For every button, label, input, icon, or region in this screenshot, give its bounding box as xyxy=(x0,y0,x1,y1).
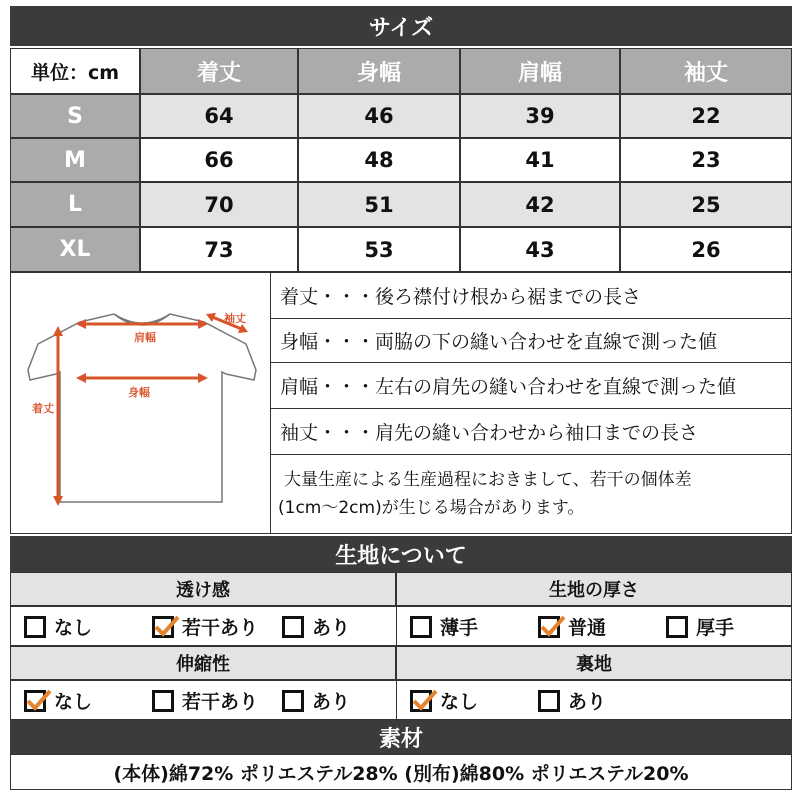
fabric-options-row xyxy=(10,680,792,720)
option-label: なし xyxy=(54,691,93,713)
size-label: XL xyxy=(10,227,140,272)
size-value: 48 xyxy=(298,138,460,182)
size-value: 64 xyxy=(140,94,298,138)
size-value: 43 xyxy=(460,227,620,272)
column-header: 身幅 xyxy=(298,48,460,94)
option-label: あり xyxy=(568,691,607,713)
option-transparency-yes[interactable] xyxy=(282,613,350,640)
size-value: 73 xyxy=(140,227,298,272)
size-value: 46 xyxy=(298,94,460,138)
column-header: 袖丈 xyxy=(620,48,792,94)
option-label: 薄手 xyxy=(440,617,479,639)
size-value: 70 xyxy=(140,182,298,227)
size-value: 26 xyxy=(620,227,792,272)
option-label: 厚手 xyxy=(696,617,735,639)
option-label: あり xyxy=(312,617,351,639)
size-label: M xyxy=(10,138,140,182)
option-transparency-slight[interactable] xyxy=(152,613,258,640)
checkbox-unchecked-icon[interactable] xyxy=(666,616,688,638)
shoulder-label: 肩幅 xyxy=(134,331,156,344)
fabric-group-label: 生地の厚さ xyxy=(396,572,792,606)
width-label: 身幅 xyxy=(128,386,150,399)
fabric-group-label: 透け感 xyxy=(10,572,396,606)
option-label: なし xyxy=(54,617,93,639)
checkbox-unchecked-icon[interactable] xyxy=(24,616,46,638)
size-value: 41 xyxy=(460,138,620,182)
option-stretch-yes[interactable] xyxy=(282,687,350,714)
tshirt-diagram xyxy=(12,274,268,532)
option-stretch-none[interactable] xyxy=(24,687,92,714)
size-value: 51 xyxy=(298,182,460,227)
note-line: 大量生産による生産過程におきまして、若干の個体差 xyxy=(284,470,692,490)
checkbox-unchecked-icon[interactable] xyxy=(282,690,304,712)
option-thickness-thin[interactable] xyxy=(410,613,478,640)
size-value: 53 xyxy=(298,227,460,272)
option-label: なし xyxy=(440,691,479,713)
size-value: 25 xyxy=(620,182,792,227)
note-line: (1cm～2cm)が生じる場合があります。 xyxy=(278,498,585,518)
fabric-group-label: 裏地 xyxy=(396,646,792,680)
option-thickness-normal[interactable] xyxy=(538,613,606,640)
size-value: 39 xyxy=(460,94,620,138)
length-label: 着丈 xyxy=(32,402,54,415)
column-header: 肩幅 xyxy=(460,48,620,94)
size-value: 66 xyxy=(140,138,298,182)
option-lining-none[interactable] xyxy=(410,687,478,714)
production-note xyxy=(272,456,792,532)
option-label: あり xyxy=(312,691,351,713)
size-value: 22 xyxy=(620,94,792,138)
option-transparency-none[interactable] xyxy=(24,613,92,640)
column-header: 着丈 xyxy=(140,48,298,94)
fabric-section-title: 生地について xyxy=(10,536,792,572)
checkbox-checked-icon[interactable] xyxy=(410,690,432,712)
checkbox-checked-icon[interactable] xyxy=(152,616,174,638)
measurement-desc: 身幅・・・両脇の下の縫い合わせを直線で測った値 xyxy=(280,330,718,353)
size-label: S xyxy=(10,94,140,138)
checkbox-checked-icon[interactable] xyxy=(538,616,560,638)
option-label: 若干あり xyxy=(182,691,259,713)
size-label: L xyxy=(10,182,140,227)
sleeve-label: 袖丈 xyxy=(224,312,246,325)
checkbox-unchecked-icon[interactable] xyxy=(152,690,174,712)
fabric-group-label: 伸縮性 xyxy=(10,646,396,680)
checkbox-unchecked-icon[interactable] xyxy=(282,616,304,638)
option-label: 普通 xyxy=(568,617,607,639)
checkbox-unchecked-icon[interactable] xyxy=(410,616,432,638)
option-lining-yes[interactable] xyxy=(538,687,606,714)
size-value: 23 xyxy=(620,138,792,182)
option-label: 若干あり xyxy=(182,617,259,639)
size-section-title: サイズ xyxy=(10,6,792,46)
material-section-title: 素材 xyxy=(10,720,792,754)
size-value: 42 xyxy=(460,182,620,227)
checkbox-checked-icon[interactable] xyxy=(24,690,46,712)
unit-label: 単位：cm xyxy=(10,48,140,94)
option-stretch-slight[interactable] xyxy=(152,687,258,714)
checkbox-unchecked-icon[interactable] xyxy=(538,690,560,712)
option-thickness-thick[interactable] xyxy=(666,613,734,640)
measurement-desc: 肩幅・・・左右の肩先の縫い合わせを直線で測った値 xyxy=(280,375,737,398)
measurement-desc: 着丈・・・後ろ襟付け根から裾までの長さ xyxy=(280,285,642,308)
measurement-desc: 袖丈・・・肩先の縫い合わせから袖口までの長さ xyxy=(280,421,699,444)
material-text: (本体)綿72% ポリエステル28% (別布)綿80% ポリエステル20% xyxy=(10,754,792,790)
